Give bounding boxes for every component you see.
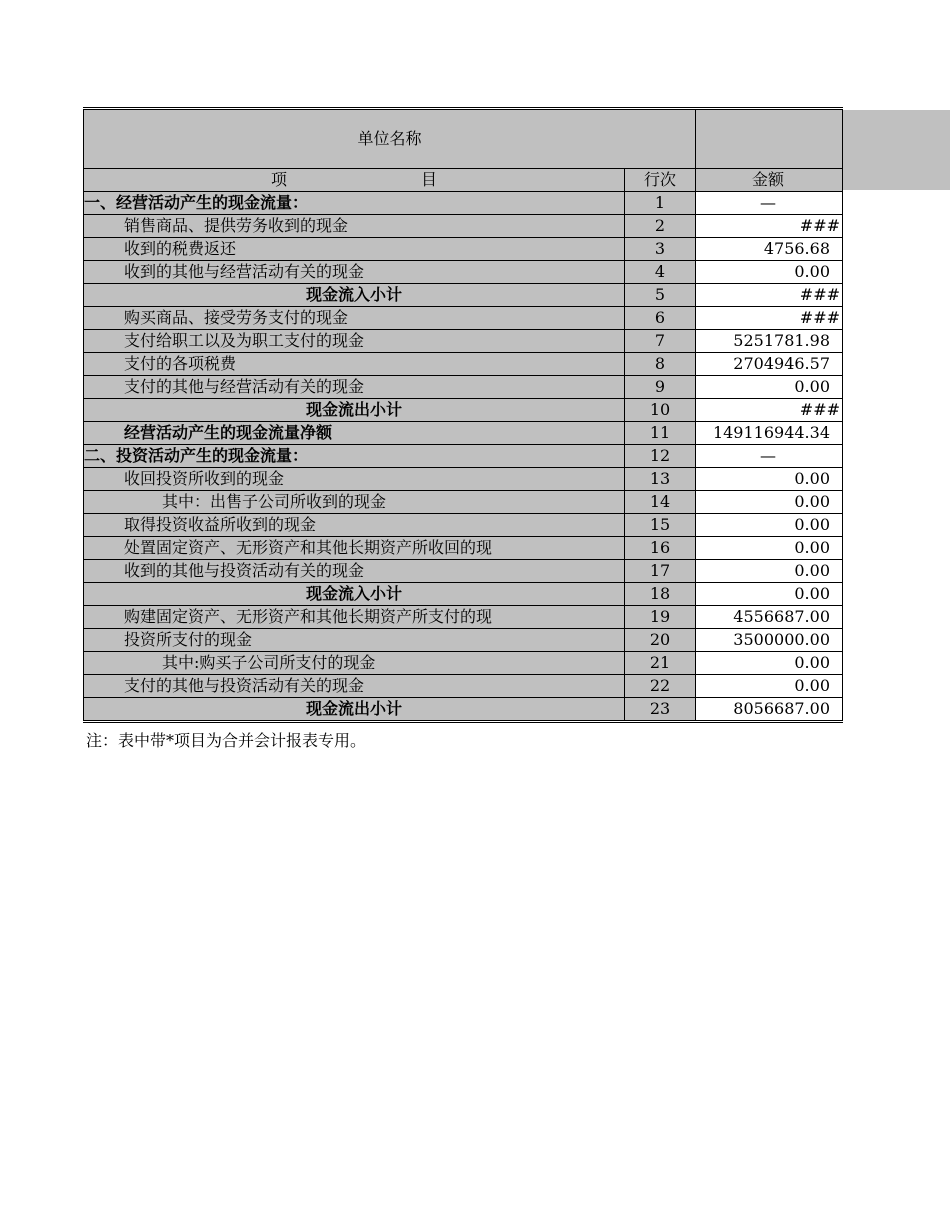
row-amount[interactable]: —	[696, 192, 843, 215]
row-amount[interactable]: 0.00	[696, 652, 843, 675]
row-item: 收回投资所收到的现金	[84, 468, 625, 491]
table-row	[84, 399, 843, 422]
column-header-amount: 金额	[696, 169, 843, 192]
row-amount[interactable]: 0.00	[696, 376, 843, 399]
row-item: 现金流出小计	[84, 399, 625, 422]
row-amount[interactable]: —	[696, 445, 843, 468]
row-amount[interactable]: 0.00	[696, 514, 843, 537]
row-line: 7	[625, 330, 696, 353]
column-header-item-b: 目	[420, 170, 437, 189]
table-row	[84, 652, 843, 675]
row-amount[interactable]: 4556687.00	[696, 606, 843, 629]
row-line: 6	[625, 307, 696, 330]
row-line: 8	[625, 353, 696, 376]
row-amount[interactable]: 5251781.98	[696, 330, 843, 353]
row-item: 现金流出小计	[84, 698, 625, 722]
table-row	[84, 491, 843, 514]
row-line: 12	[625, 445, 696, 468]
row-amount[interactable]: 0.00	[696, 468, 843, 491]
row-line: 14	[625, 491, 696, 514]
table-row	[84, 307, 843, 330]
row-line: 5	[625, 284, 696, 307]
table-row	[84, 353, 843, 376]
row-item: 收到的其他与经营活动有关的现金	[84, 261, 625, 284]
table-row	[84, 445, 843, 468]
row-item: 销售商品、提供劳务收到的现金	[84, 215, 625, 238]
row-item: 收到的其他与投资活动有关的现金	[84, 560, 625, 583]
row-amount[interactable]: 0.00	[696, 491, 843, 514]
row-line: 16	[625, 537, 696, 560]
footnote: 注：表中带*项目为合并会计报表专用。	[86, 731, 367, 750]
table-row	[84, 514, 843, 537]
row-amount[interactable]: 0.00	[696, 261, 843, 284]
row-item: 现金流入小计	[84, 284, 625, 307]
table-row	[84, 606, 843, 629]
cash-flow-table	[83, 107, 843, 723]
row-amount[interactable]: 149116944.34	[696, 422, 843, 445]
table-row	[84, 537, 843, 560]
row-amount[interactable]: ###	[696, 307, 843, 330]
row-item: 处置固定资产、无形资产和其他长期资产所收回的现	[84, 537, 625, 560]
unit-name-label: 单位名称	[84, 109, 696, 169]
table-row	[84, 560, 843, 583]
row-line: 1	[625, 192, 696, 215]
row-amount[interactable]: 3500000.00	[696, 629, 843, 652]
row-amount[interactable]: 0.00	[696, 583, 843, 606]
row-item: 支付的各项税费	[84, 353, 625, 376]
row-item: 其中:购买子公司所支付的现金	[84, 652, 625, 675]
row-item: 收到的税费返还	[84, 238, 625, 261]
row-line: 2	[625, 215, 696, 238]
row-line: 20	[625, 629, 696, 652]
row-item: 支付的其他与经营活动有关的现金	[84, 376, 625, 399]
table-row	[84, 192, 843, 215]
row-line: 4	[625, 261, 696, 284]
row-line: 21	[625, 652, 696, 675]
row-amount[interactable]: 8056687.00	[696, 698, 843, 722]
row-line: 13	[625, 468, 696, 491]
column-header-row	[84, 169, 843, 192]
table-row	[84, 698, 843, 722]
row-amount[interactable]: 4756.68	[696, 238, 843, 261]
row-item: 取得投资收益所收到的现金	[84, 514, 625, 537]
table-row	[84, 468, 843, 491]
table-row	[84, 629, 843, 652]
row-line: 17	[625, 560, 696, 583]
row-item: 购买商品、接受劳务支付的现金	[84, 307, 625, 330]
row-line: 18	[625, 583, 696, 606]
row-line: 10	[625, 399, 696, 422]
table-row	[84, 675, 843, 698]
unit-name-value[interactable]	[696, 109, 843, 169]
row-line: 22	[625, 675, 696, 698]
row-amount[interactable]: ###	[696, 284, 843, 307]
row-line: 23	[625, 698, 696, 722]
unit-name-row	[84, 109, 843, 169]
table-row	[84, 261, 843, 284]
row-amount[interactable]: 0.00	[696, 560, 843, 583]
row-line: 3	[625, 238, 696, 261]
row-item: 支付给职工以及为职工支付的现金	[84, 330, 625, 353]
table-row	[84, 284, 843, 307]
row-item: 一、经营活动产生的现金流量：	[84, 192, 625, 215]
column-header-item-a: 项	[270, 170, 287, 189]
row-amount[interactable]: 0.00	[696, 537, 843, 560]
table-row	[84, 238, 843, 261]
row-item: 支付的其他与投资活动有关的现金	[84, 675, 625, 698]
column-header-item	[84, 169, 625, 192]
row-item: 二、投资活动产生的现金流量：	[84, 445, 625, 468]
row-item: 其中：出售子公司所收到的现金	[84, 491, 625, 514]
row-amount[interactable]: 0.00	[696, 675, 843, 698]
table-row	[84, 215, 843, 238]
row-line: 19	[625, 606, 696, 629]
table-row	[84, 422, 843, 445]
row-line: 11	[625, 422, 696, 445]
table-row	[84, 330, 843, 353]
row-line: 9	[625, 376, 696, 399]
table-row	[84, 583, 843, 606]
row-item: 购建固定资产、无形资产和其他长期资产所支付的现	[84, 606, 625, 629]
row-item: 现金流入小计	[84, 583, 625, 606]
row-line: 15	[625, 514, 696, 537]
row-amount[interactable]: ###	[696, 215, 843, 238]
row-item: 经营活动产生的现金流量净额	[84, 422, 625, 445]
row-item: 投资所支付的现金	[84, 629, 625, 652]
column-header-line: 行次	[625, 169, 696, 192]
table-row	[84, 376, 843, 399]
row-amount[interactable]: 2704946.57	[696, 353, 843, 376]
row-amount[interactable]: ###	[696, 399, 843, 422]
